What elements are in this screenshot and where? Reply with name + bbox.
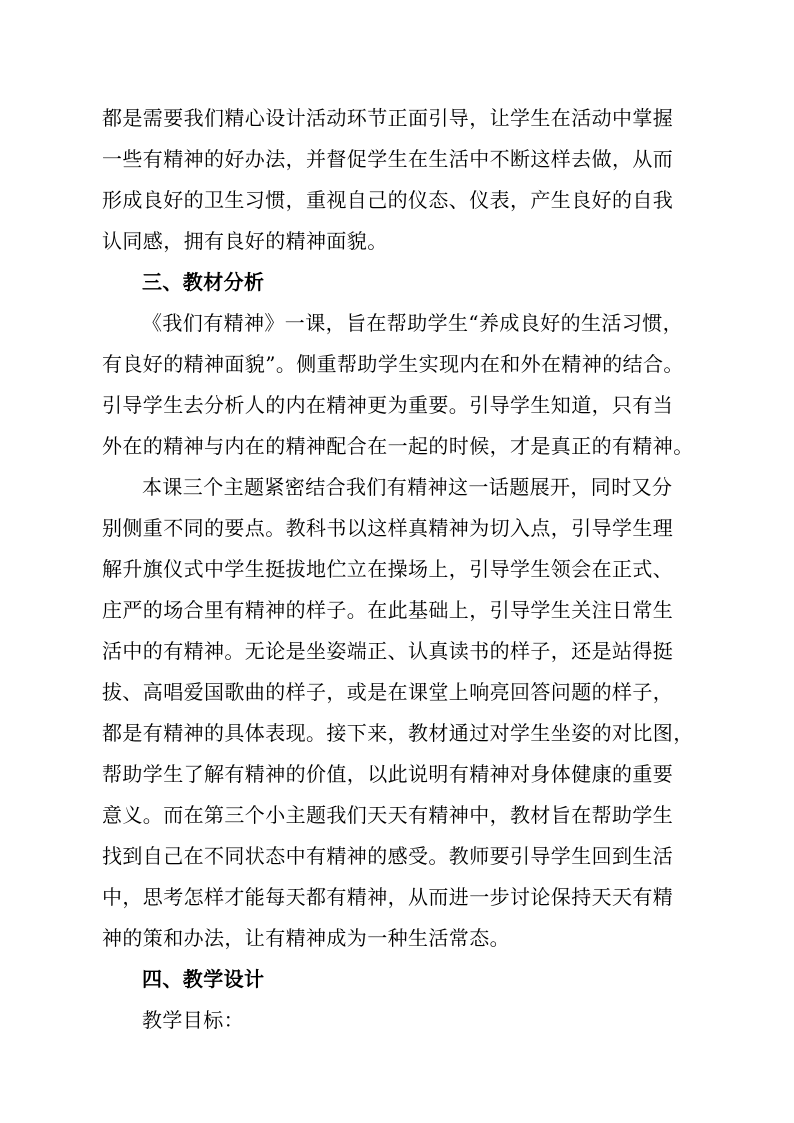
text-line: 认同感，拥有良好的精神面貌。	[102, 229, 388, 253]
text-line: 别侧重不同的要点。教科书以这样真精神为切入点，引导学生理	[102, 516, 674, 540]
text-line: 庄严的场合里有精神的样子。在此基础上，引导学生关注日常生	[102, 598, 674, 622]
text-line: 一些有精神的好办法，并督促学生在生活中不断这样去做，从而	[102, 147, 674, 171]
text-line: 有良好的精神面貌”。侧重帮助学生实现内在和外在精神的结合。	[102, 352, 684, 376]
section-heading-teaching-material-analysis: 三、教材分析	[142, 270, 265, 294]
text-line: 找到自己在不同状态中有精神的感受。教师要引导学生回到生活	[102, 844, 674, 868]
text-line: 拔、高唱爱国歌曲的样子，或是在课堂上响亮回答问题的样子，	[102, 680, 674, 704]
text-line: 意义。而在第三个小主题我们天天有精神中，教材旨在帮助学生	[102, 803, 674, 827]
text-line: 解升旗仪式中学生挺拔地伫立在操场上，引导学生领会在正式、	[102, 557, 674, 581]
subheading-teaching-objectives: 教学目标：	[142, 1008, 244, 1032]
text-line: 中，思考怎样才能每天都有精神，从而进一步讨论保持天天有精	[102, 885, 674, 909]
section-heading-teaching-design: 四、教学设计	[142, 967, 265, 991]
text-line: 形成良好的卫生习惯，重视自己的仪态、仪表，产生良好的自我	[102, 188, 674, 212]
text-line: 帮助学生了解有精神的价值，以此说明有精神对身体健康的重要	[102, 762, 674, 786]
text-line: 都是有精神的具体表现。接下来，教材通过对学生坐姿的对比图，	[102, 721, 694, 745]
text-line: 都是需要我们精心设计活动环节正面引导，让学生在活动中掌握	[102, 106, 674, 130]
text-line: 外在的精神与内在的精神配合在一起的时候，才是真正的有精神。	[102, 434, 694, 458]
text-line: 引导学生去分析人的内在精神更为重要。引导学生知道，只有当	[102, 393, 674, 417]
text-line: 本课三个主题紧密结合我们有精神这一话题展开，同时又分	[142, 475, 673, 499]
text-line: 《我们有精神》一课，旨在帮助学生“养成良好的生活习惯，	[142, 311, 684, 335]
text-line: 活中的有精神。无论是坐姿端正、认真读书的样子，还是站得挺	[102, 639, 674, 663]
text-line: 神的策和办法，让有精神成为一种生活常态。	[102, 926, 510, 950]
